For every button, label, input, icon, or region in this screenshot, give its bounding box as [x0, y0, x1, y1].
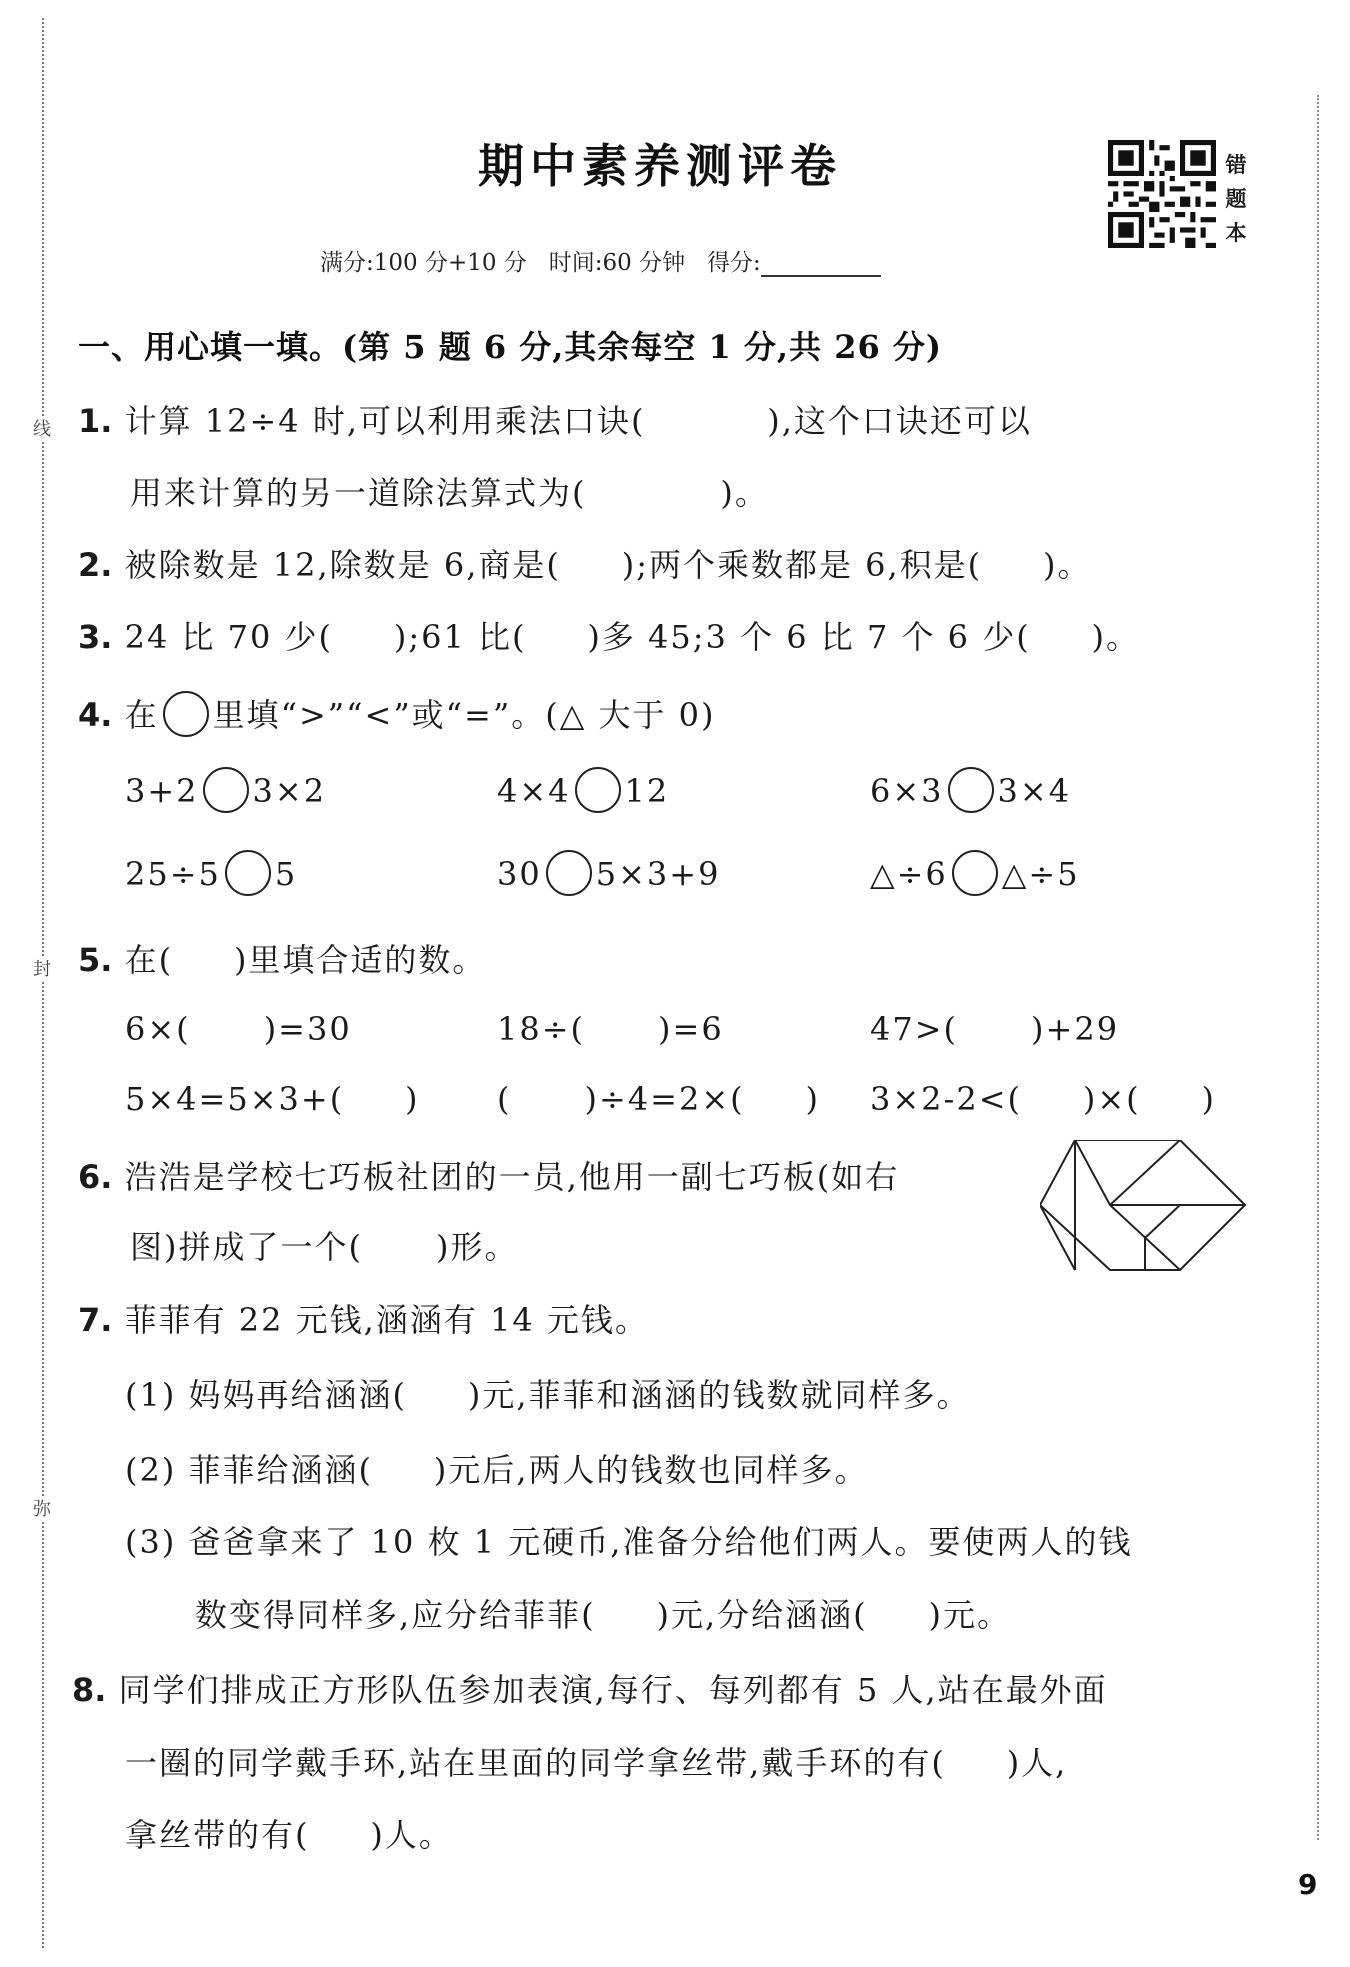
fill-item: 3×2-2<( )×( ): [870, 1080, 1216, 1118]
compare-circle[interactable]: [948, 767, 994, 813]
compare-circle[interactable]: [225, 850, 271, 896]
score-blank[interactable]: [761, 253, 881, 277]
question-8-line-2: 一圈的同学戴手环,站在里面的同学拿丝带,戴手环的有( )人,: [125, 1744, 1068, 1782]
compare-item: 3+2 3×2: [125, 772, 326, 813]
question-2: 2. 被除数是 12,除数是 6,商是( );两个乘数都是 6,积是( )。: [78, 546, 1092, 584]
exam-meta: 满分:100 分+10 分 时间:60 分钟 得分:: [320, 244, 881, 277]
compare-item: 25÷5 5: [125, 855, 297, 896]
qr-label: 错 题 本: [1225, 153, 1247, 245]
qr-code-icon[interactable]: [1108, 140, 1216, 248]
question-8-line-1: 8. 同学们排成正方形队伍参加表演,每行、每列都有 5 人,站在最外面: [72, 1671, 1108, 1709]
section-heading: 一、用心填一填。(第 5 题 6 分,其余每空 1 分,共 26 分): [78, 328, 943, 366]
compare-item: 4×4 12: [497, 772, 669, 813]
question-7-part-2: (2) 菲菲给涵涵( )元后,两人的钱数也同样多。: [125, 1451, 869, 1489]
compare-circle[interactable]: [952, 850, 998, 896]
compare-item: △÷6 △÷5: [870, 855, 1080, 896]
fill-item: ( )÷4=2×( ): [497, 1080, 820, 1118]
binding-char-feng: 封: [28, 958, 56, 982]
compare-circle[interactable]: [163, 691, 209, 737]
compare-item: 6×3 3×4: [870, 772, 1071, 813]
compare-circle[interactable]: [203, 767, 249, 813]
question-6-line-1: 6. 浩浩是学校七巧板社团的一员,他用一副七巧板(如右: [78, 1158, 900, 1196]
binding-char-xian: 线: [28, 418, 56, 442]
fill-item: 47>( )+29: [870, 1010, 1120, 1048]
page-number: 9: [1298, 1868, 1318, 1901]
question-7-part-3-line-1: (3) 爸爸拿来了 10 枚 1 元硬币,准备分给他们两人。要使两人的钱: [125, 1523, 1133, 1561]
fill-item: 18÷( )=6: [497, 1010, 724, 1048]
question-4-stem: 4. 在 里填“>”“<”或“=”。(△ 大于 0): [78, 690, 716, 737]
tangram-figure: [1040, 1140, 1250, 1280]
question-7-part-3-line-2: 数变得同样多,应分给菲菲( )元,分给涵涵( )元。: [195, 1596, 1012, 1634]
fill-item: 5×4=5×3+( ): [125, 1080, 420, 1118]
question-1-line-1: 1. 计算 12÷4 时,可以利用乘法口诀( ),这个口诀还可以: [78, 402, 1032, 440]
compare-circle[interactable]: [546, 850, 592, 896]
question-7-part-1: (1) 妈妈再给涵涵( )元,菲菲和涵涵的钱数就同样多。: [125, 1376, 971, 1414]
question-3: 3. 24 比 70 少( );61 比( )多 45;3 个 6 比 7 个 6 少( )。: [78, 618, 1141, 656]
compare-item: 30 5×3+9: [497, 855, 720, 896]
fill-item: 6×( )=30: [125, 1010, 352, 1048]
question-5-stem: 5. 在( )里填合适的数。: [78, 941, 487, 979]
question-1-line-2: 用来计算的另一道除法算式为( )。: [130, 474, 769, 512]
binding-dotted-line: [42, 18, 44, 1948]
page-title: 期中素养测评卷: [478, 139, 842, 193]
question-6-line-2: 图)拼成了一个( )形。: [130, 1228, 519, 1266]
binding-char-mi: 弥: [28, 1498, 56, 1522]
compare-circle[interactable]: [575, 767, 621, 813]
right-dotted-line: [1317, 95, 1319, 1840]
question-8-line-3: 拿丝带的有( )人。: [125, 1816, 453, 1854]
question-7-stem: 7. 菲菲有 22 元钱,涵涵有 14 元钱。: [78, 1301, 649, 1339]
